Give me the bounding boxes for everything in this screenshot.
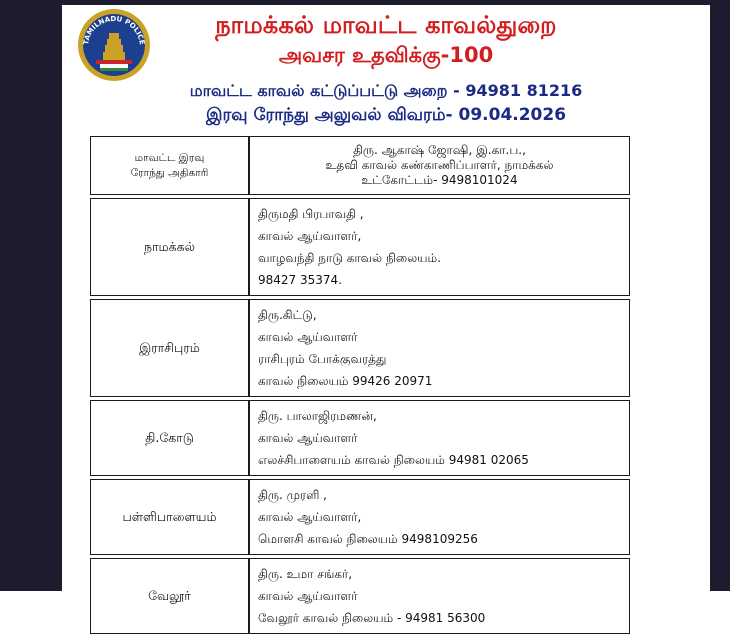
table-header-row (90, 136, 630, 195)
officer-line: காவல் ஆய்வாளர் (258, 431, 358, 445)
officer-cell (249, 198, 630, 296)
area-cell: பள்ளிபாளையம் (90, 479, 249, 555)
officer-line: காவல் நிலையம் 99426 20971 (258, 374, 433, 388)
area-cell: தி.கோடு (90, 400, 249, 476)
header-officer-cell (249, 136, 630, 195)
officer-cell (249, 479, 630, 555)
area-cell: நாமக்கல் (90, 198, 249, 296)
table-row (90, 558, 630, 634)
header-area-line: மாவட்ட இரவு (134, 151, 205, 164)
officer-line: காவல் ஆய்வாளர், (258, 510, 362, 524)
page-title: நாமக்கல் மாவட்ட காவல்துறை (215, 11, 557, 39)
notice-sheet (62, 5, 710, 625)
emergency-helpline: அவசர உதவிக்கு-100 (278, 43, 494, 67)
night-duty-date: இரவு ரோந்து அலுவல் விவரம்- 09.04.2026 (205, 105, 567, 125)
header-officer-line: திரு. ஆகாஷ் ஜோஷி, இ.கா.ப., (353, 143, 526, 157)
officer-line: காவல் ஆய்வாளர் (258, 589, 358, 603)
table-row (90, 198, 630, 296)
officer-line: திருமதி பிரபாவதி , (258, 207, 364, 221)
area-cell: வேலூர் (90, 558, 249, 634)
logo-text: TAMILNADU POLICE (82, 14, 146, 46)
officer-cell (249, 299, 630, 397)
officer-cell (249, 400, 630, 476)
officer-line: திரு. பாலாஜிரமணன், (258, 409, 377, 423)
header-area-line: ரோந்து அதிகாரி (130, 166, 209, 179)
officer-line: வேலூர் காவல் நிலையம் - 94981 56300 (258, 611, 486, 625)
header-area-cell (90, 136, 249, 195)
officer-cell (249, 558, 630, 634)
officer-line: காவல் ஆய்வாளர் (258, 330, 358, 344)
officer-line: 98427 35374. (258, 273, 342, 287)
officer-line: ராசிபுரம் போக்குவரத்து (258, 352, 387, 366)
area-cell: இராசிபுரம் (90, 299, 249, 397)
table-row (90, 299, 630, 397)
table-row (90, 400, 630, 476)
control-room-number: மாவட்ட காவல் கட்டுப்பட்டு அறை - 94981 81216 (189, 81, 583, 100)
table-row (90, 479, 630, 555)
officer-line: திரு. முரளி , (258, 488, 327, 502)
officer-line: காவல் ஆய்வாளர், (258, 229, 362, 243)
photo-border-right (710, 0, 730, 591)
night-patrol-table (90, 136, 630, 634)
header-officer-line: உட்கோட்டம்- 9498101024 (361, 173, 518, 187)
photo-border-left (0, 0, 62, 591)
officer-line: திரு. உமா சங்கர், (258, 567, 353, 581)
officer-line: திரு.கிட்டு, (258, 308, 317, 322)
officer-line: மொளசி காவல் நிலையம் 9498109256 (258, 532, 478, 546)
header-officer-line: உதவி காவல் கண்காணிப்பாளர், நாமக்கல் (325, 158, 554, 172)
officer-line: வாழவந்தி நாடு காவல் நிலையம். (258, 251, 441, 265)
officer-line: எலச்சிபாளையம் காவல் நிலையம் 94981 02065 (258, 453, 529, 467)
